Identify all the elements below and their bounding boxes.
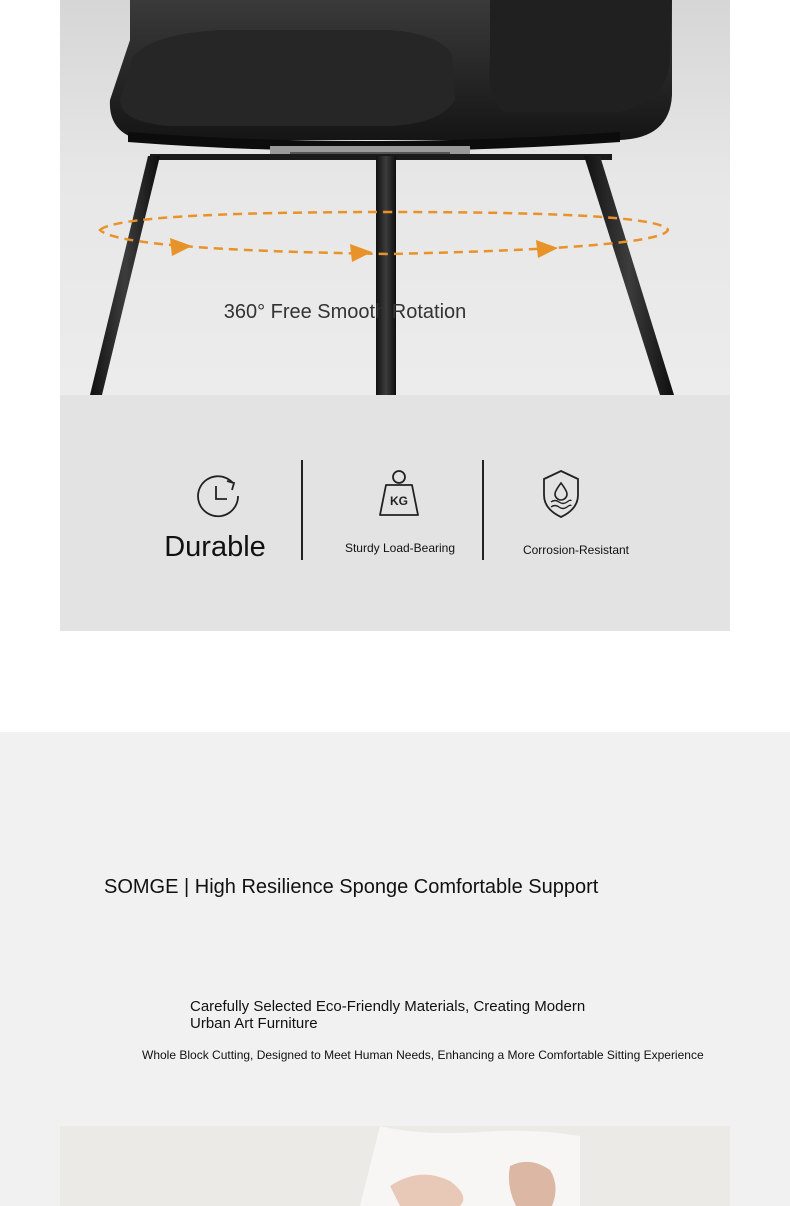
feature-label-durable: Durable bbox=[164, 531, 266, 563]
feature-label-corrosion: Corrosion-Resistant bbox=[522, 543, 630, 557]
kg-icon-text: KG bbox=[390, 494, 408, 508]
section-subtitle-line2: Urban Art Furniture bbox=[190, 1015, 318, 1032]
chair-illustration bbox=[60, 0, 730, 395]
sponge-illustration bbox=[60, 1126, 730, 1206]
feature-divider bbox=[482, 460, 484, 560]
rotation-caption: 360° Free Smooth Rotation bbox=[223, 301, 467, 323]
chair-rotation-image bbox=[60, 0, 730, 395]
kg-weight-icon bbox=[376, 467, 422, 519]
sponge-section bbox=[0, 732, 790, 1206]
sponge-image bbox=[60, 1126, 730, 1206]
section-description: Whole Block Cutting, Designed to Meet Human Needs, Enhancing a More Comfortable Sitting Experience bbox=[142, 1048, 704, 1062]
section-title: SOMGE | High Resilience Sponge Comfortable Support bbox=[104, 876, 599, 898]
feature-label-load-bearing: Sturdy Load-Bearing bbox=[344, 541, 456, 555]
section-subtitle bbox=[190, 998, 610, 1032]
section-subtitle-line1: Carefully Selected Eco-Friendly Materials, Creating Modern bbox=[190, 998, 586, 1015]
water-shield-icon bbox=[540, 469, 582, 519]
feature-divider bbox=[301, 460, 303, 560]
clock-refresh-icon bbox=[195, 473, 241, 519]
features-strip bbox=[60, 395, 730, 631]
